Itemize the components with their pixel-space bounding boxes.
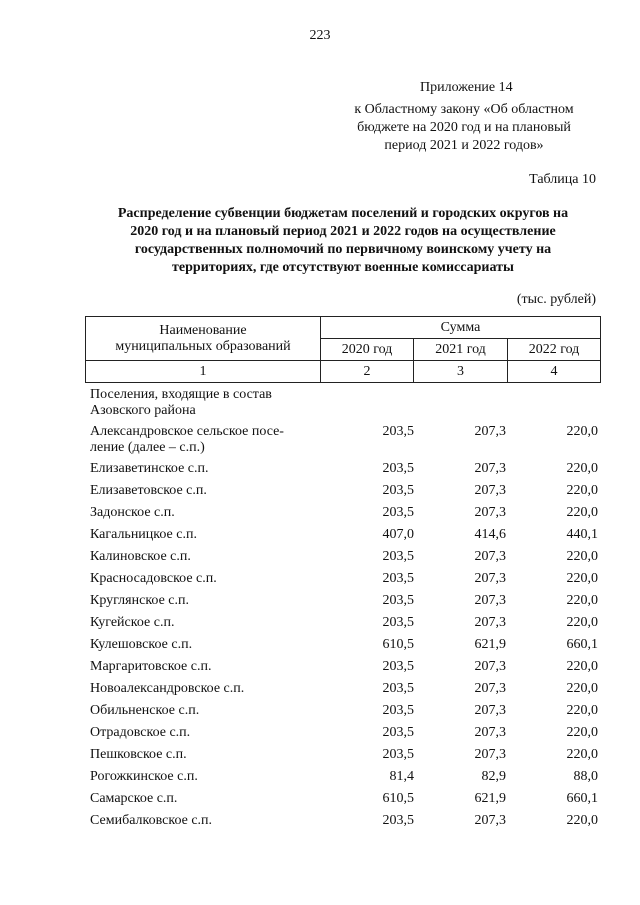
municipality-name: Семибалковское с.п. [90, 813, 213, 828]
title-line: Распределение субвенции бюджетам поселений и городских округов на [117, 206, 569, 221]
municipality-name: Кагальницкое с.п. [90, 527, 197, 542]
value-2020: 407,0 [382, 527, 414, 542]
value-2021: 207,3 [474, 461, 506, 476]
value-2020: 203,5 [382, 659, 414, 674]
value-2021: 207,3 [474, 571, 506, 586]
value-2021: 621,9 [474, 637, 506, 652]
value-2020: 203,5 [382, 813, 414, 828]
value-2020: 203,5 [382, 681, 414, 696]
value-2021: 207,3 [474, 659, 506, 674]
table-header [85, 316, 601, 383]
value-2021: 207,3 [474, 483, 506, 498]
header-name-cell [86, 317, 321, 361]
section-name [90, 387, 315, 419]
municipality-name: Обильненское с.п. [90, 703, 200, 718]
value-2021: 207,3 [474, 681, 506, 696]
title-line: территориях, где отсутствуют военные комиссариаты [172, 260, 514, 275]
table-row [85, 635, 600, 657]
table-number: Таблица 10 [529, 172, 596, 187]
section-name-line: Азовского района [90, 403, 196, 418]
value-2022: 220,0 [566, 505, 598, 520]
value-2021: 82,9 [481, 769, 506, 784]
section-name-line: Поселения, входящие в состав [90, 387, 272, 402]
appendix-line: к Областному закону «Об областном [354, 102, 574, 117]
value-2021: 207,3 [474, 615, 506, 630]
header-sum-cell: Сумма [321, 317, 601, 339]
table-row [85, 459, 600, 481]
value-2022: 220,0 [566, 424, 598, 439]
value-2022: 220,0 [566, 659, 598, 674]
municipality-name: Отрадовское с.п. [90, 725, 191, 740]
value-2021: 207,3 [474, 593, 506, 608]
table-body [85, 385, 600, 833]
column-number: 4 [508, 361, 601, 383]
table-row [85, 525, 600, 547]
municipality-name: Елизаветовское с.п. [90, 483, 207, 498]
value-2022: 88,0 [573, 769, 598, 784]
units-label: (тыс. рублей) [516, 292, 596, 307]
value-2021: 207,3 [474, 813, 506, 828]
appendix-line: период 2021 и 2022 годов» [384, 138, 544, 153]
column-number: 2 [321, 361, 414, 383]
municipality-name: Новоалександровское с.п. [90, 681, 245, 696]
table-row [85, 503, 600, 525]
value-2022: 220,0 [566, 681, 598, 696]
value-2020: 610,5 [382, 637, 414, 652]
value-2022: 220,0 [566, 571, 598, 586]
value-2020: 203,5 [382, 615, 414, 630]
value-2022: 220,0 [566, 813, 598, 828]
table-row [85, 745, 600, 767]
table-row [85, 569, 600, 591]
value-2020: 203,5 [382, 505, 414, 520]
table-row [85, 422, 600, 459]
value-2020: 203,5 [382, 593, 414, 608]
municipality-name: Елизаветинское с.п. [90, 461, 209, 476]
municipality-name: Круглянское с.п. [90, 593, 189, 608]
municipality-name-line: Александровское сельское посе- [90, 424, 284, 439]
appendix-title: Приложение 14 [420, 80, 513, 95]
municipality-name: Самарское с.п. [90, 791, 178, 806]
municipality-name: Рогожкинское с.п. [90, 769, 198, 784]
title-line: государственных полномочий по первичному воинскому учету на [134, 242, 552, 257]
municipality-name [90, 424, 315, 456]
table-row [85, 481, 600, 503]
document-title [82, 205, 604, 277]
table-row [85, 613, 600, 635]
page-number: 223 [309, 28, 331, 43]
column-number: 3 [414, 361, 508, 383]
municipality-name: Красносадовское с.п. [90, 571, 217, 586]
municipality-name: Задонское с.п. [90, 505, 175, 520]
table-row [85, 789, 600, 811]
appendix-line: бюджете на 2020 год и на плановый [357, 120, 571, 135]
table-row [85, 679, 600, 701]
rows-container [85, 459, 600, 833]
value-2020: 203,5 [382, 703, 414, 718]
value-2020: 203,5 [382, 747, 414, 762]
municipality-name: Пешковское с.п. [90, 747, 187, 762]
table-row [85, 657, 600, 679]
table-row [85, 701, 600, 723]
municipality-name: Маргаритовское с.п. [90, 659, 212, 674]
value-2022: 220,0 [566, 615, 598, 630]
municipality-name: Кугейское с.п. [90, 615, 175, 630]
value-2020: 81,4 [389, 769, 414, 784]
value-2021: 414,6 [474, 527, 506, 542]
value-2021: 207,3 [474, 747, 506, 762]
value-2021: 207,3 [474, 725, 506, 740]
header-year-2021: 2021 год [414, 339, 508, 361]
header-name-line: муниципальных образований [115, 338, 291, 354]
value-2020: 610,5 [382, 791, 414, 806]
value-2021: 207,3 [474, 703, 506, 718]
value-2022: 220,0 [566, 747, 598, 762]
value-2022: 660,1 [566, 637, 598, 652]
value-2022: 660,1 [566, 791, 598, 806]
table-row [85, 723, 600, 745]
value-2020: 203,5 [382, 461, 414, 476]
value-2021: 207,3 [474, 424, 506, 439]
header-name-line: Наименование [159, 322, 247, 338]
value-2022: 440,1 [566, 527, 598, 542]
value-2020: 203,5 [382, 571, 414, 586]
municipality-name-line: ление (далее – с.п.) [90, 440, 205, 455]
column-number: 1 [86, 361, 321, 383]
value-2022: 220,0 [566, 593, 598, 608]
title-line: 2020 год и на плановый период 2021 и 2022 годов на осуществление [130, 224, 556, 239]
value-2022: 220,0 [566, 703, 598, 718]
value-2020: 203,5 [382, 725, 414, 740]
table-row [85, 767, 600, 789]
value-2022: 220,0 [566, 461, 598, 476]
municipality-name: Кулешовское с.п. [90, 637, 193, 652]
table-row [85, 811, 600, 833]
section-header-row [85, 385, 600, 422]
value-2021: 207,3 [474, 505, 506, 520]
value-2022: 220,0 [566, 725, 598, 740]
value-2020: 203,5 [382, 483, 414, 498]
value-2020: 203,5 [382, 424, 414, 439]
value-2022: 220,0 [566, 549, 598, 564]
municipality-name: Калиновское с.п. [90, 549, 191, 564]
header-year-2020: 2020 год [321, 339, 414, 361]
value-2021: 621,9 [474, 791, 506, 806]
header-year-2022: 2022 год [508, 339, 601, 361]
value-2020: 203,5 [382, 549, 414, 564]
table-row [85, 591, 600, 613]
appendix-description [330, 101, 598, 155]
table-row [85, 547, 600, 569]
value-2021: 207,3 [474, 549, 506, 564]
value-2022: 220,0 [566, 483, 598, 498]
